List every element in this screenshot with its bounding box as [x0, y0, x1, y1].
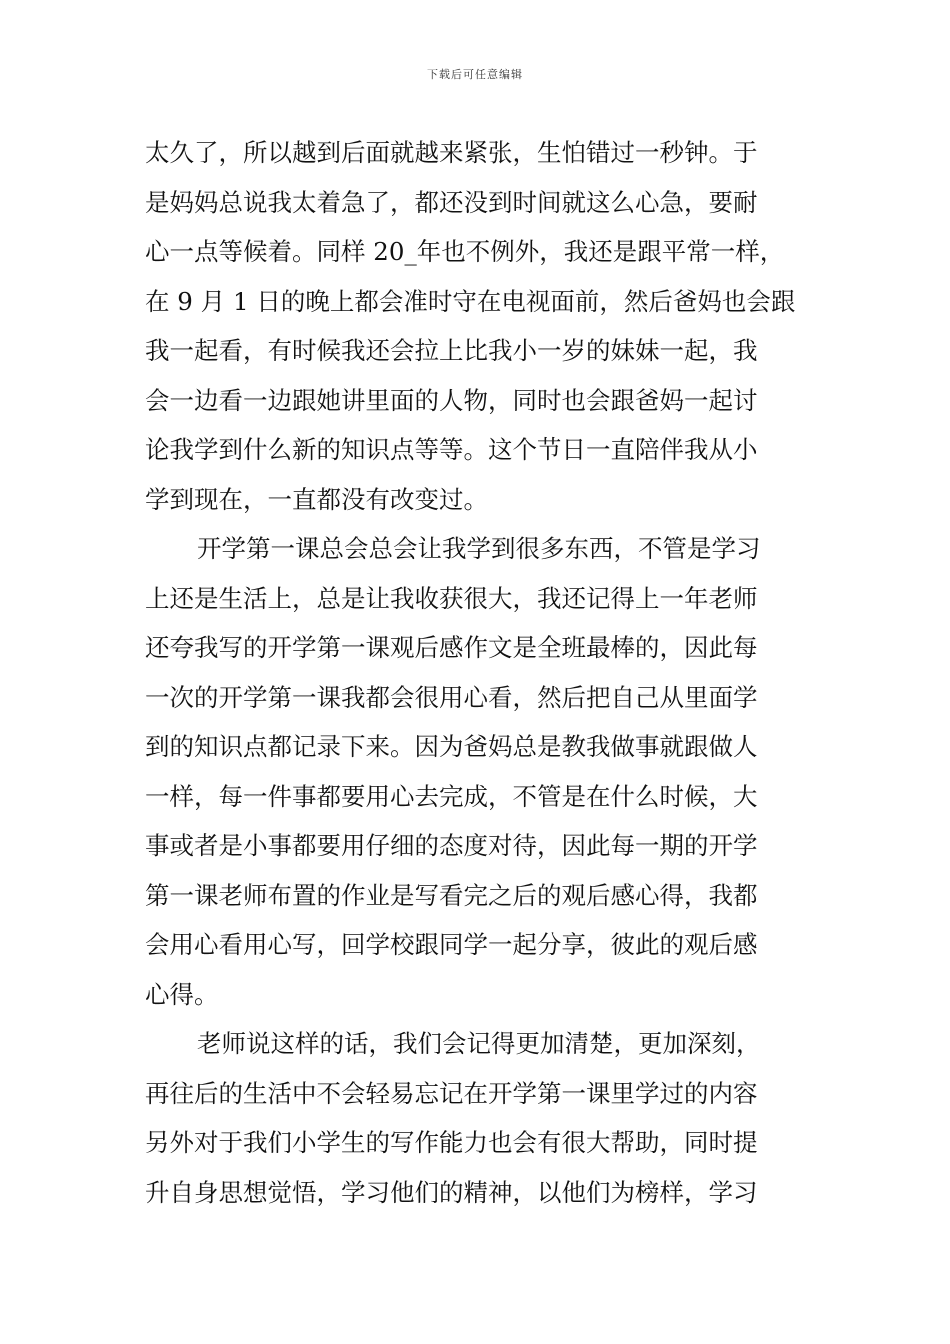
- text-line: 再往后的生活中不会轻易忘记在开学第一课里学过的内容: [145, 1078, 758, 1108]
- text-line: 会一边看一边跟她讲里面的人物，同时也会跟爸妈一起讨: [145, 385, 758, 415]
- page-header: 下载后可任意编辑: [427, 68, 523, 81]
- text-line: 另外对于我们小学生的写作能力也会有很大帮助，同时提: [145, 1128, 758, 1157]
- text-line: 心得。: [145, 979, 219, 1009]
- text-line: 论我学到什么新的知识点等等。这个节日一直陪伴我从小: [145, 435, 758, 464]
- text-line: 是妈妈总说我太着急了，都还没到时间就这么心急，要耐: [145, 187, 758, 217]
- paragraph-first-line: 老师说这样的话，我们会记得更加清楚，更加深刻，: [197, 1029, 761, 1058]
- text-line: 我一起看，有时候我还会拉上比我小一岁的妹妹一起，我: [145, 336, 758, 365]
- text-line: 会用心看用心写，回学校跟同学一起分享，彼此的观后感: [145, 930, 758, 959]
- text-line: 一样，每一件事都要用心去完成，不管是在什么时候，大: [145, 781, 758, 811]
- text-line: 学到现在，一直都没有改变过。: [145, 484, 488, 514]
- text-line: 心一点等候着。同样 20_年也不例外，我还是跟平常一样，: [145, 237, 785, 266]
- text-line: 在 9 月 1 日的晚上都会准时守在电视面前，然后爸妈也会跟: [145, 286, 796, 316]
- text-line: 事或者是小事都要用仔细的态度对待，因此每一期的开学: [145, 831, 758, 860]
- text-line: 第一课老师布置的作业是写看完之后的观后感心得，我都: [145, 880, 758, 910]
- text-line: 还夸我写的开学第一课观后感作文是全班最棒的，因此每: [145, 633, 758, 662]
- text-line: 升自身思想觉悟，学习他们的精神，以他们为榜样，学习: [145, 1177, 758, 1207]
- paragraph-first-line: 开学第一课总会总会让我学到很多东西，不管是学习: [197, 534, 761, 563]
- document-body: [145, 128, 810, 1217]
- text-line: 太久了，所以越到后面就越来紧张，生怕错过一秒钟。于: [145, 138, 758, 167]
- text-line: 一次的开学第一课我都会很用心看，然后把自己从里面学: [145, 682, 758, 712]
- text-line: 上还是生活上，总是让我收获很大，我还记得上一年老师: [145, 583, 758, 613]
- text-line: 到的知识点都记录下来。因为爸妈总是教我做事就跟做人: [145, 732, 758, 761]
